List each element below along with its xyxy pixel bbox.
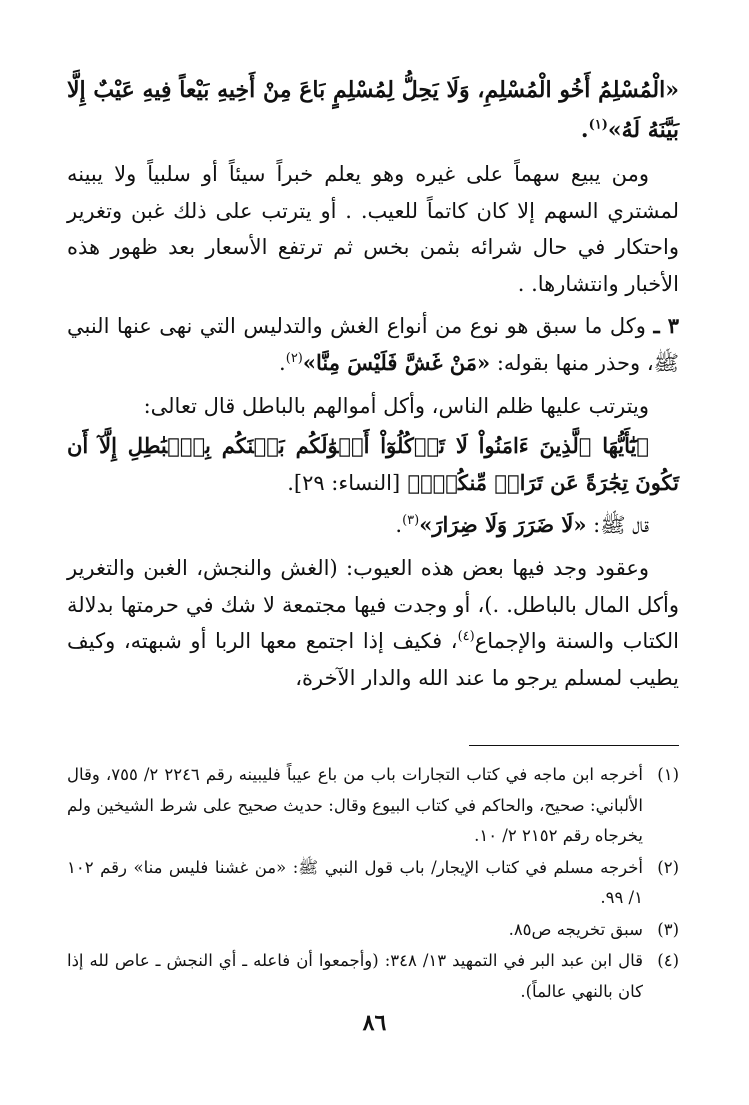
paragraph-2-text: وكل ما سبق هو نوع من أنواع الغش والتدليس التي نهى عنها النبي ﷺ، وحذر منها بقوله: xyxy=(67,314,679,375)
footnote-1-number: (١) xyxy=(657,765,679,784)
paragraph-2-end: . xyxy=(279,350,286,375)
paragraph-5-text-a: وعقود وجد فيها بعض هذه العيوب: (الغش والنجش، الغبن والتغرير وأكل المال بالباطل. .)، أو وجدت فيها مجتمعة لا شك في حرمتها بدلالة الكتاب والسنة والإجماع xyxy=(67,555,679,654)
hadith-end: . xyxy=(580,117,589,143)
footnote-4-text: قال ابن عبد البر في التمهيد ١٣/ ٣٤٨: (وأجمعوا أن فاعله ـ أي النجش ـ عاص لله إذا كان بالنهي عالماً). xyxy=(67,951,643,1001)
hadith-paragraph xyxy=(67,70,679,150)
paragraph-5 xyxy=(67,550,679,696)
main-text xyxy=(67,70,679,696)
footnote-2 xyxy=(67,853,679,914)
paragraph-5-text-b: ، فكيف إذا اجتمع معها الربا أو شبهته، وكيف يطيب لمسلم يرجو ما عند الله والدار الآخرة، xyxy=(67,629,679,690)
footnote-3 xyxy=(67,915,679,946)
paragraph-4-end: . xyxy=(395,513,403,538)
footnote-divider xyxy=(469,745,679,746)
quran-reference: [النساء: ٢٩]. xyxy=(287,470,401,495)
hadith-quote-darar: «لَا ضَرَرَ وَلَا ضِرَارَ» xyxy=(419,512,587,538)
footnote-3-text: سبق تخريجه ص٨٥. xyxy=(508,919,643,939)
footnote-3-number: (٣) xyxy=(657,919,679,939)
footnote-2-number: (٢) xyxy=(657,857,679,877)
paragraph-3: ويترتب عليها ظلم الناس، وأكل أموالهم بالباطل قال تعالى: xyxy=(143,393,649,418)
paragraph-2 xyxy=(67,308,679,381)
footnote-ref-1: (١) xyxy=(588,117,608,133)
footnote-1-text: أخرجه ابن ماجه في كتاب التجارات باب من باع عيباً فليبينه رقم ٢٢٤٦ ٢/ ٧٥٥، وقال الألباني: صحيح، والحاكم في كتاب البيوع وقال: حديث صحيح على شرط الشيخين ولم يخرجاه رقم ٢١٥٢ ٢/ ١٠. xyxy=(67,765,643,845)
footnote-4 xyxy=(67,946,679,1007)
hadith-quote-ghash: «مَنْ غَشَّ فَلَيْسَ مِنَّا» xyxy=(302,349,491,375)
footnote-2-text: أخرجه مسلم في كتاب الإيجار/ باب قول النبي ﷺ: «من غشنا فليس منا» رقم ١٠٢ ١/ ٩٩. xyxy=(67,857,643,907)
quran-verse xyxy=(67,428,679,501)
paragraph-1: ومن يبيع سهماً على غيره وهو يعلم خبراً سيئاً أو سلبياً ولا يبينه لمشتري السهم إلا كان كاتماً للعيب. . أو يترتب على ذلك غبن وتغرير واحتكار في حال شرائه بثمن بخس ثم ترتفع الأسعار بعد ظهور هذه الأخبار وانتشارها. . xyxy=(67,162,679,296)
quran-text: ﴿يَٰٓأَيُّهَا ٱلَّذِينَ ءَامَنُواْ لَا تَأۡكُلُوٓاْ أَمۡوَٰلَكُم بَيۡنَكُم بِٱلۡبَٰطِلِ إِلَّآ أَن تَكُونَ تِجَٰرَةً عَن تَرَاضٖ مِّنكُمۡۚ﴾ xyxy=(67,433,679,495)
footnote-1 xyxy=(67,760,679,852)
paragraph-4-lead: قال ﷺ: xyxy=(593,513,649,538)
footnote-ref-2: (٢) xyxy=(285,350,303,366)
item-number-3: ٣ ـ xyxy=(653,313,679,339)
hadith-text: «الْمُسْلِمُ أَخُو الْمُسْلِمِ، وَلَا يَحِلُّ لِمُسْلِمٍ بَاعَ مِنْ أَخِيهِ بَيْعاً فِيهِ عَيْبٌ إِلَّا بَيَّنَهُ لَهُ» xyxy=(67,77,679,143)
paragraph-4 xyxy=(67,507,679,544)
footnote-ref-3: (٣) xyxy=(402,513,420,529)
footnote-4-number: (٤) xyxy=(657,951,679,970)
footnote-ref-4: (٤) xyxy=(457,629,475,645)
page-number: ٨٦ xyxy=(362,1010,387,1036)
footnotes xyxy=(67,760,679,1008)
